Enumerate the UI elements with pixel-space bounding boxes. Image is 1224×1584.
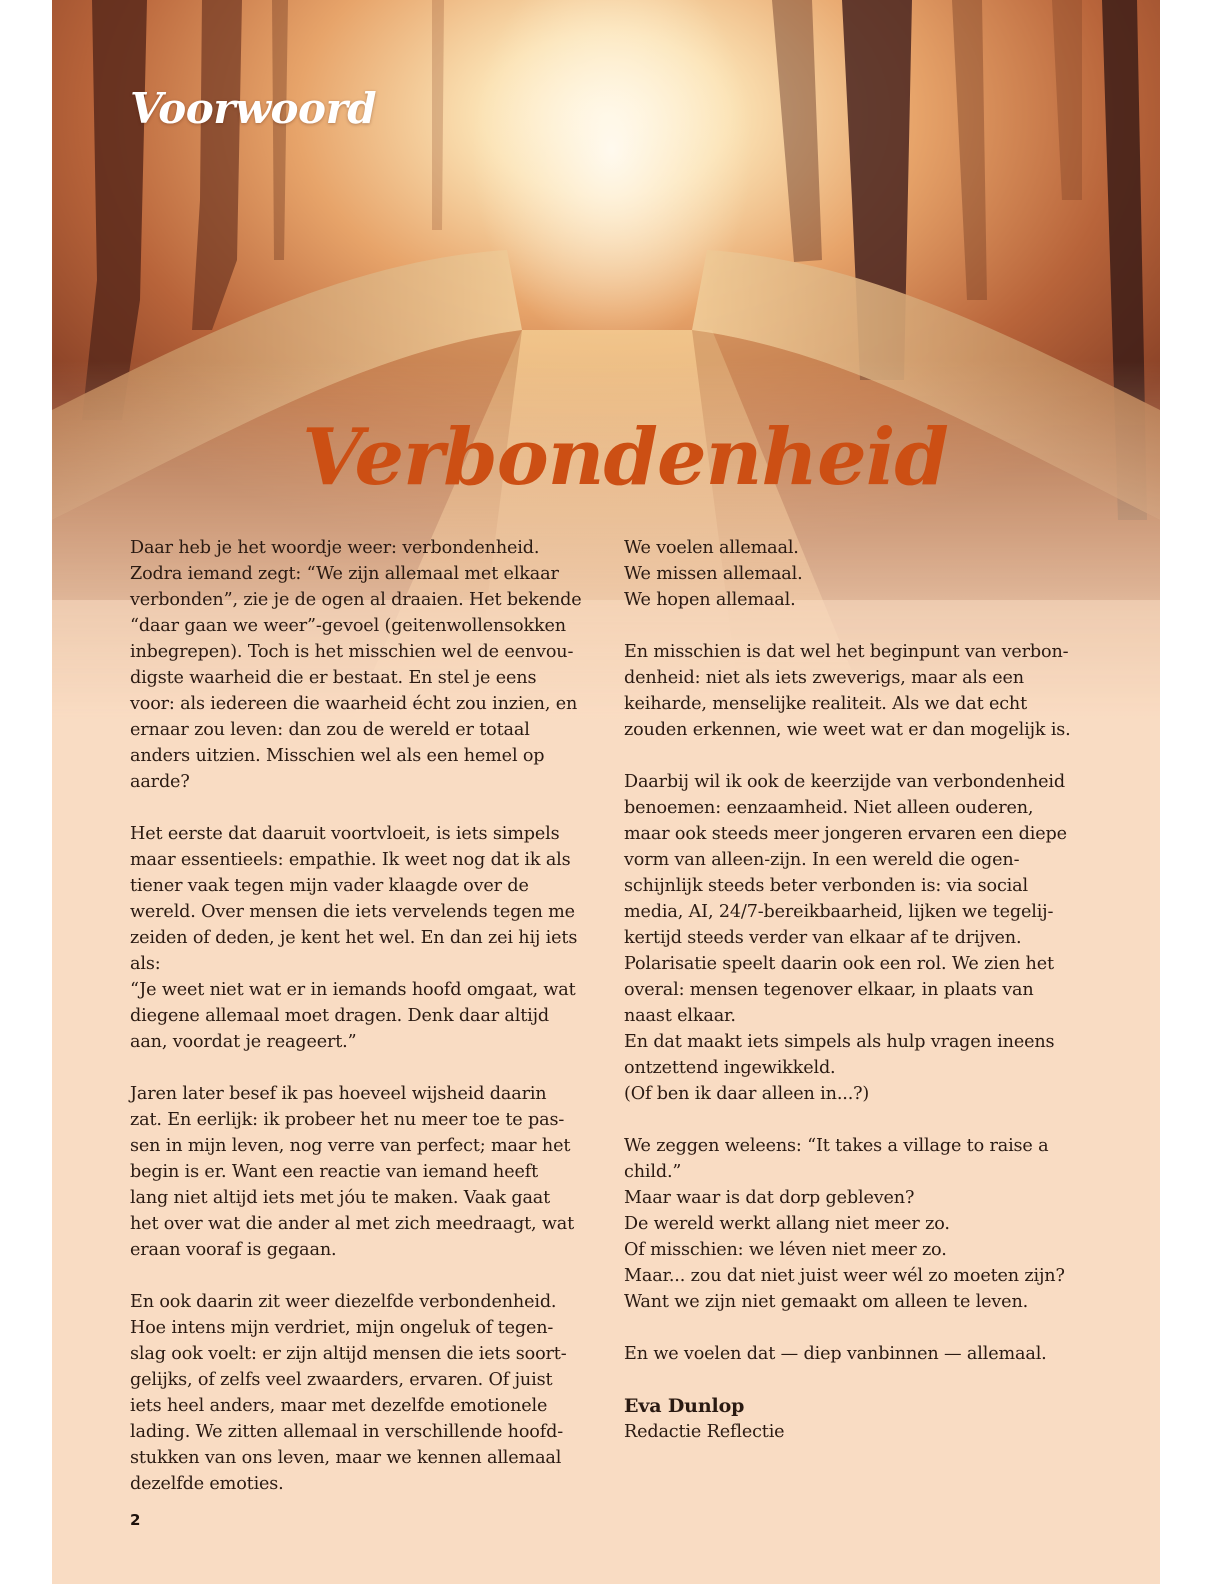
- text-line: We zeggen weleens: “It takes a village to raise a: [624, 1136, 1049, 1156]
- text-line: Het eerste dat daaruit voortvloeit, is iets simpels: [130, 824, 560, 844]
- text-line: De wereld werkt allang niet meer zo.: [624, 1214, 950, 1234]
- section-label: Voorwoord: [130, 84, 377, 133]
- text-line: aarde?: [130, 772, 190, 792]
- paragraph: [624, 769, 1094, 1107]
- text-line: eraan vooraf is gegaan.: [130, 1240, 337, 1260]
- text-line: schijnlijk steeds beter verbonden is: via social: [624, 876, 1028, 896]
- paragraph-gap: [130, 1263, 600, 1289]
- paragraph: [624, 1133, 1094, 1315]
- text-line: zouden erkennen, wie weet wat er dan mogelijk is.: [624, 720, 1071, 740]
- text-line: lading. We zitten allemaal in verschillende hoofd-: [130, 1422, 563, 1442]
- text-line: lang niet altijd iets met jóu te maken. Vaak gaat: [130, 1188, 551, 1208]
- paragraph-gap: [624, 1107, 1094, 1133]
- paragraph-gap: [624, 613, 1094, 639]
- text-line: diegene allemaal moet dragen. Denk daar altijd: [130, 1006, 550, 1026]
- text-line: Zodra iemand zegt: “We zijn allemaal met elkaar: [130, 564, 559, 584]
- text-line: digste waarheid die er bestaat. En stel je eens: [130, 668, 537, 688]
- paragraph: [624, 639, 1094, 743]
- paragraph-gap: [624, 1367, 1094, 1393]
- paragraph: [624, 1341, 1094, 1367]
- signature: [624, 1393, 1094, 1445]
- text-line: Want we zijn niet gemaakt om alleen te leven.: [624, 1292, 1029, 1312]
- text-line: En we voelen dat — diep vanbinnen — allemaal.: [624, 1344, 1047, 1364]
- text-line: het over wat die ander al met zich meedraagt, wat: [130, 1214, 575, 1234]
- text-line: Maar waar is dat dorp gebleven?: [624, 1188, 915, 1208]
- author-name: Eva Dunlop: [624, 1395, 745, 1417]
- paragraph: [130, 535, 600, 795]
- text-line: overal: mensen tegenover elkaar, in plaats van: [624, 980, 1034, 1000]
- text-line: Daar heb je het woordje weer: verbondenheid.: [130, 538, 540, 558]
- text-line: naast elkaar.: [624, 1006, 736, 1026]
- text-line: kertijd steeds verder van elkaar af te drijven.: [624, 928, 1022, 948]
- paragraph-gap: [624, 1315, 1094, 1341]
- text-line: Jaren later besef ik pas hoeveel wijsheid daarin: [130, 1084, 547, 1104]
- text-line: tiener vaak tegen mijn vader klaagde over de: [130, 876, 529, 896]
- text-line: Hoe intens mijn verdriet, mijn ongeluk of tegen-: [130, 1318, 554, 1338]
- text-line: wereld. Over mensen die iets vervelends tegen me: [130, 902, 575, 922]
- text-line: gelijks, of zelfs veel zwaarders, ervaren. Of juist: [130, 1370, 553, 1390]
- magazine-page: [52, 0, 1160, 1584]
- text-line: iets heel anders, maar met dezelfde emotionele: [130, 1396, 548, 1416]
- text-line: Maar... zou dat niet juist weer wél zo moeten zijn?: [624, 1266, 1065, 1286]
- text-line: zeiden of deden, je kent het wel. En dan zei hij iets: [130, 928, 578, 948]
- text-line: We missen allemaal.: [624, 564, 803, 584]
- paragraph: [130, 1289, 600, 1497]
- text-line: stukken van ons leven, maar we kennen allemaal: [130, 1448, 562, 1468]
- text-line: aan, voordat je reageert.”: [130, 1032, 357, 1052]
- text-line: We voelen allemaal.: [624, 538, 799, 558]
- text-line: En misschien is dat wel het beginpunt van verbon-: [624, 642, 1069, 662]
- paragraph-gap: [624, 743, 1094, 769]
- text-line: inbegrepen). Toch is het misschien wel de eenvou-: [130, 642, 574, 662]
- text-line: denheid: niet als iets zweverigs, maar als een: [624, 668, 1024, 688]
- page-number: 2: [130, 1511, 141, 1529]
- text-line: En ook daarin zit weer diezelfde verbondenheid.: [130, 1292, 557, 1312]
- article-title: Verbondenheid: [302, 412, 948, 503]
- text-line: Polarisatie speelt daarin ook een rol. We zien het: [624, 954, 1054, 974]
- text-line: benoemen: eenzaamheid. Niet alleen ouderen,: [624, 798, 1034, 818]
- text-line: “Je weet niet wat er in iemands hoofd omgaat, wat: [130, 980, 576, 1000]
- text-line: En dat maakt iets simpels als hulp vragen ineens: [624, 1032, 1055, 1052]
- text-line: verbonden”, zie je de ogen al draaien. Het bekende: [130, 590, 582, 610]
- text-line: Daarbij wil ik ook de keerzijde van verbondenheid: [624, 772, 1066, 792]
- text-line: sen in mijn leven, nog verre van perfect; maar het: [130, 1136, 571, 1156]
- text-line: We hopen allemaal.: [624, 590, 796, 610]
- right-column: [624, 535, 1094, 1445]
- text-line: Of misschien: we léven niet meer zo.: [624, 1240, 947, 1260]
- paragraph: [624, 535, 1094, 613]
- paragraph: [130, 1081, 600, 1263]
- text-line: anders uitzien. Misschien wel als een hemel op: [130, 746, 545, 766]
- text-line: keiharde, menselijke realiteit. Als we dat echt: [624, 694, 1028, 714]
- text-line: maar essentieels: empathie. Ik weet nog dat ik als: [130, 850, 571, 870]
- text-line: vorm van alleen-zijn. In een wereld die ogen-: [624, 850, 1020, 870]
- text-line: media, AI, 24/7-bereikbaarheid, lijken we tegelij-: [624, 902, 1054, 922]
- text-line: dezelfde emoties.: [130, 1474, 284, 1494]
- text-line: (Of ben ik daar alleen in...?): [624, 1084, 870, 1104]
- text-line: voor: als iedereen die waarheid écht zou inzien, en: [130, 694, 578, 714]
- text-line: zat. En eerlijk: ik probeer het nu meer toe te pas-: [130, 1110, 565, 1130]
- left-column: [130, 535, 600, 1497]
- text-line: child.”: [624, 1162, 682, 1182]
- text-line: als:: [130, 954, 161, 974]
- paragraph: [130, 821, 600, 1055]
- text-line: maar ook steeds meer jongeren ervaren een diepe: [624, 824, 1067, 844]
- text-line: slag ook voelt: er zijn altijd mensen die iets soort-: [130, 1344, 567, 1364]
- text-line: ontzettend ingewikkeld.: [624, 1058, 836, 1078]
- author-role: Redactie Reflectie: [624, 1422, 785, 1442]
- text-line: “daar gaan we weer”-gevoel (geitenwollensokken: [130, 616, 566, 636]
- paragraph-gap: [130, 1055, 600, 1081]
- paragraph-gap: [130, 795, 600, 821]
- text-line: ernaar zou leven: dan zou de wereld er totaal: [130, 720, 530, 740]
- text-line: begin is er. Want een reactie van iemand heeft: [130, 1162, 539, 1182]
